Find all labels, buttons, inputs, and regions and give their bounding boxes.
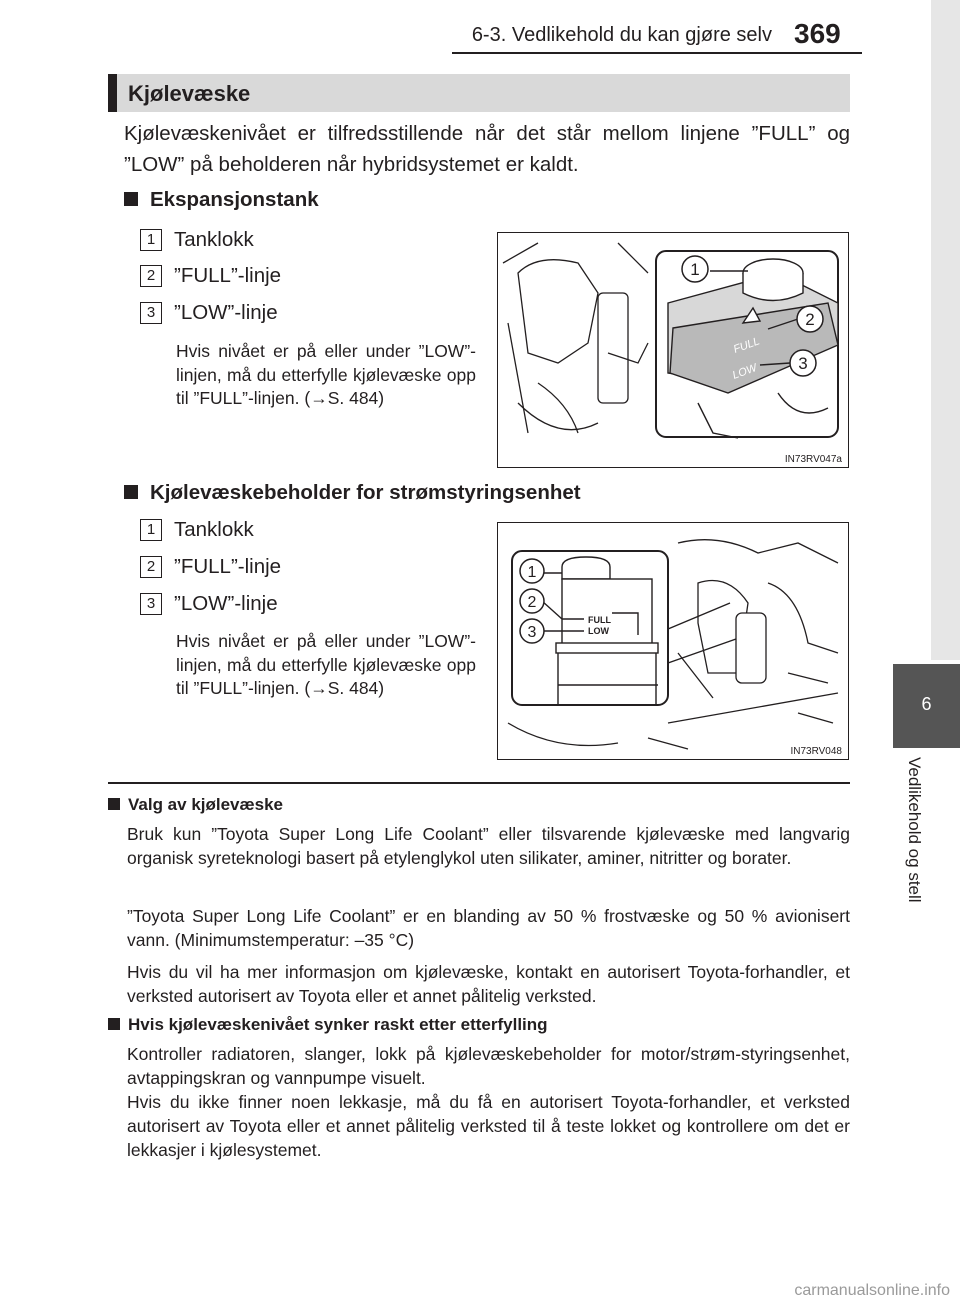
running-header-section: 6-3. Vedlikehold du kan gjøre selv [471,24,772,46]
item-label: ”FULL”-linje [174,264,282,287]
list-item [140,301,278,325]
item-number-box: 1 [140,519,162,541]
fig1-callout-3: 3 [798,354,808,373]
note-paragraph: Hvis nivået er på eller under ”LOW”-linjen, må du etterfylle kjølevæske opp til ”FULL”-linjen. (→S. 484) [176,631,476,698]
side-margin-bar [931,0,960,660]
section-title: Kjølevæske [128,81,251,106]
fig2-callout-3: 3 [527,624,537,641]
list-item [140,228,254,252]
subheading-text: Kjølevæskebeholder for strømstyringsenhet [150,481,581,504]
note-heading-text: Valg av kjølevæske [128,795,283,814]
watermark: carmanualsonline.info [794,1282,950,1299]
fig2-code: IN73RV048 [790,746,842,757]
list-item [140,555,281,579]
list-item [140,518,254,542]
subheading-pcu-reservoir [124,481,581,505]
section-title-marker [108,74,117,112]
note-paragraph: ”Toyota Super Long Life Coolant” er en blanding av 50 % frostvæske og 50 % avionisert vann. (Minimumstemperatur: –35 °C) [127,906,850,950]
note-paragraph: Hvis du ikke finner noen lekkasje, må du få en autorisert Toyota-forhandler, et verksted autorisert av Toyota eller et annet pålitelig verksted til å teste lokket og kontrollere om det er lekkasjer i kjølesystemet. [127,1092,850,1160]
subheading-text: Ekspansjonstank [150,188,319,211]
item-label: Tanklokk [174,518,254,541]
item-label: ”FULL”-linje [174,555,282,578]
square-bullet-icon [124,485,138,499]
list-item [140,264,281,288]
fig2-full-label: FULL [588,615,611,625]
figure-expansion-tank [497,232,849,468]
item-number-box: 3 [140,302,162,324]
item-number-box: 1 [140,229,162,251]
item-number-box: 2 [140,265,162,287]
note-paragraph: Kontroller radiatoren, slanger, lokk på kjølevæskebeholder for motor/strøm-styringsenhet, avtappingskran og vannpumpe visuelt. [127,1044,850,1088]
chapter-tab-label: Vedlikehold og stell [905,757,924,903]
fig1-callout-1: 1 [690,260,700,279]
engine-bay-illustration [498,523,848,759]
note-heading-level-drops [108,1015,548,1035]
square-bullet-icon [108,1018,120,1030]
list-item [140,592,278,616]
chapter-tab-number: 6 [921,694,932,714]
note-paragraph: Hvis nivået er på eller under ”LOW”-linjen, må du etterfylle kjølevæske opp til ”FULL”-linjen. (→S. 484) [176,341,476,408]
fig2-callout-2: 2 [527,594,537,611]
item-number-box: 3 [140,593,162,615]
fig1-code: IN73RV047a [784,454,842,465]
square-bullet-icon [124,192,138,206]
item-label: ”LOW”-linje [174,592,278,615]
fig2-low-label: LOW [588,626,609,636]
item-label: Tanklokk [174,228,254,251]
note-heading-coolant-choice [108,795,283,815]
section-divider [108,782,850,784]
fig1-full-label: FULL [731,335,762,356]
engine-bay-illustration [498,233,848,467]
note-heading-text: Hvis kjølevæskenivået synker raskt etter etterfylling [128,1015,548,1034]
item-number-box: 2 [140,556,162,578]
figure-pcu-reservoir [497,522,849,760]
fig1-callout-2: 2 [805,310,815,329]
intro-paragraph: Kjølevæskenivået er tilfredsstillende når det står mellom linjene ”FULL” og ”LOW” på beholderen når hybridsystemet er kaldt. [124,122,850,176]
square-bullet-icon [108,798,120,810]
header-rule [452,52,862,54]
page-number: 369 [794,18,841,49]
subheading-expansion-tank [124,188,319,212]
chapter-tab [893,664,960,748]
note-paragraph: Hvis du vil ha mer informasjon om kjølevæske, kontakt en autorisert Toyota-forhandler, et verksted autorisert av Toyota eller et annet pålitelig verksted. [127,962,850,1006]
item-label: ”LOW”-linje [174,301,278,324]
note-paragraph: Bruk kun ”Toyota Super Long Life Coolant” eller tilsvarende kjølevæske med langvarig organisk syreteknologi basert på etylenglykol uten silikater, aminer, nitritter og borater. [127,824,850,868]
fig2-callout-1: 1 [527,564,537,581]
section-title-bar [108,74,850,112]
fig1-low-label: LOW [730,361,759,382]
